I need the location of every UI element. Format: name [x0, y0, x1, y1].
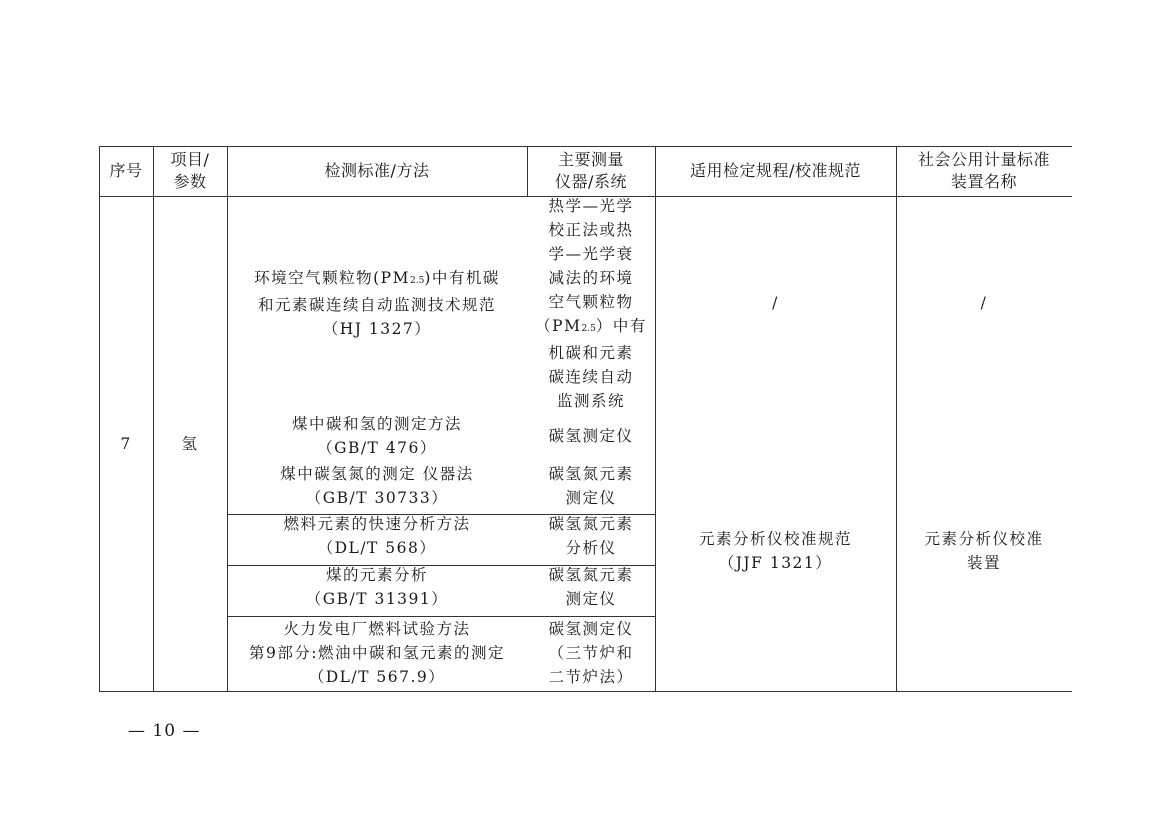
instrument-line: 碳氢氮元素	[548, 514, 634, 533]
standard-code: （GB/T 476）	[317, 439, 437, 457]
device-cell	[896, 410, 1072, 692]
instrument-line: 碳连续自动	[548, 367, 634, 386]
column-divider	[227, 146, 228, 692]
standard-code: （DL/T 567.9）	[308, 667, 446, 686]
standard-code: （GB/T 30733）	[305, 489, 449, 507]
header-device	[896, 146, 1072, 196]
standard-line: 燃料元素的快速分析方法	[283, 514, 471, 533]
standard-line: 煤的元素分析	[325, 566, 428, 584]
header-device-line1: 社会公用计量标准	[917, 150, 1050, 169]
instrument-cell	[527, 510, 655, 561]
row-divider	[227, 616, 655, 617]
page-number: — 10 —	[128, 721, 201, 741]
header-regulation-text: 适用检定规程/校准规范	[690, 161, 861, 180]
standard-code: （DL/T 568）	[317, 538, 437, 557]
seq-value: 7	[120, 435, 132, 453]
instrument-line	[535, 314, 647, 341]
instrument-line: 监测系统	[556, 391, 625, 410]
header-param-line2: 参数	[173, 172, 207, 191]
header-param	[153, 146, 227, 196]
header-instrument	[527, 146, 655, 196]
table-left-border	[99, 146, 100, 692]
column-divider	[527, 146, 528, 196]
standard-cell	[227, 196, 527, 410]
header-regulation	[655, 146, 896, 196]
regulation-cell	[655, 196, 896, 410]
column-divider	[896, 146, 897, 692]
regulation-text: 元素分析仪校准规范	[698, 530, 852, 548]
param-cell	[153, 196, 227, 692]
instrument-line: 减法的环境	[548, 268, 634, 287]
standard-code: （GB/T 31391）	[305, 590, 449, 608]
instrument-line: 二节炉法）	[548, 667, 634, 686]
standard-line	[254, 266, 500, 293]
standards-table	[99, 146, 1072, 692]
regulation-text: /	[772, 294, 779, 312]
instrument-line: 测定仪	[565, 590, 617, 608]
standard-cell	[227, 462, 527, 510]
regulation-cell	[655, 410, 896, 692]
header-instrument-line1: 主要测量	[557, 150, 624, 169]
instrument-text: （PM	[535, 316, 582, 335]
header-param-line1: 项目/	[170, 150, 210, 169]
column-divider	[153, 146, 154, 692]
header-bottom-border	[99, 196, 1072, 197]
instrument-cell	[527, 196, 655, 410]
instrument-cell	[527, 462, 655, 510]
standard-code: （HJ 1327）	[322, 319, 432, 338]
device-text: /	[980, 294, 988, 312]
standard-line: 煤中碳和氢的测定方法	[291, 415, 462, 433]
regulation-code: （JJF 1321）	[718, 554, 833, 572]
instrument-line: 空气颗粒物	[548, 292, 634, 311]
header-device-line2: 装置名称	[950, 172, 1017, 191]
standard-line: 和元素碳连续自动监测技术规范	[257, 295, 496, 314]
header-instrument-line2: 仪器/系统	[555, 172, 627, 191]
standard-text: )中有机碳	[424, 268, 500, 287]
standard-cell	[227, 561, 527, 613]
instrument-cell	[527, 410, 655, 462]
device-cell	[896, 196, 1072, 410]
header-standard-text: 检测标准/方法	[324, 161, 430, 180]
instrument-line: 热学—光学	[548, 196, 634, 215]
row-divider	[227, 514, 655, 515]
table-bottom-border	[99, 691, 1072, 692]
standard-line: 第9部分:燃油中碳和氢元素的测定	[248, 643, 506, 662]
subscript: 2.5	[581, 323, 596, 334]
instrument-text: ）中有	[595, 316, 647, 335]
subscript: 2.5	[409, 275, 425, 286]
column-divider	[655, 146, 656, 692]
instrument-line: 碳氢氮元素	[548, 566, 634, 584]
header-standard	[227, 146, 527, 196]
standard-line: 火力发电厂燃料试验方法	[283, 619, 471, 638]
instrument-line: 校正法或热	[548, 220, 634, 239]
row-divider	[227, 565, 655, 566]
instrument-cell	[527, 561, 655, 613]
standard-cell	[227, 613, 527, 692]
param-value: 氢	[181, 435, 199, 453]
instrument-line: （三节炉和	[548, 643, 634, 662]
device-text: 装置	[966, 554, 1001, 572]
standard-cell	[227, 410, 527, 462]
header-seq	[99, 146, 153, 196]
seq-cell	[99, 196, 153, 692]
instrument-line: 学—光学衰	[548, 244, 634, 263]
standard-line: 煤中碳氢氮的测定 仪器法	[280, 465, 474, 483]
instrument-line: 机碳和元素	[548, 343, 634, 362]
standard-text: 环境空气颗粒物(PM	[254, 268, 410, 287]
standard-cell	[227, 510, 527, 561]
instrument-cell	[527, 613, 655, 692]
instrument-line: 碳氢测定仪	[548, 427, 634, 445]
instrument-line: 测定仪	[565, 489, 617, 507]
instrument-line: 碳氢测定仪	[548, 619, 634, 638]
instrument-line: 碳氢氮元素	[548, 465, 634, 483]
device-text: 元素分析仪校准	[924, 530, 1044, 548]
header-seq-text: 序号	[109, 161, 143, 180]
table-top-border	[99, 146, 1072, 147]
instrument-line: 分析仪	[565, 538, 617, 557]
